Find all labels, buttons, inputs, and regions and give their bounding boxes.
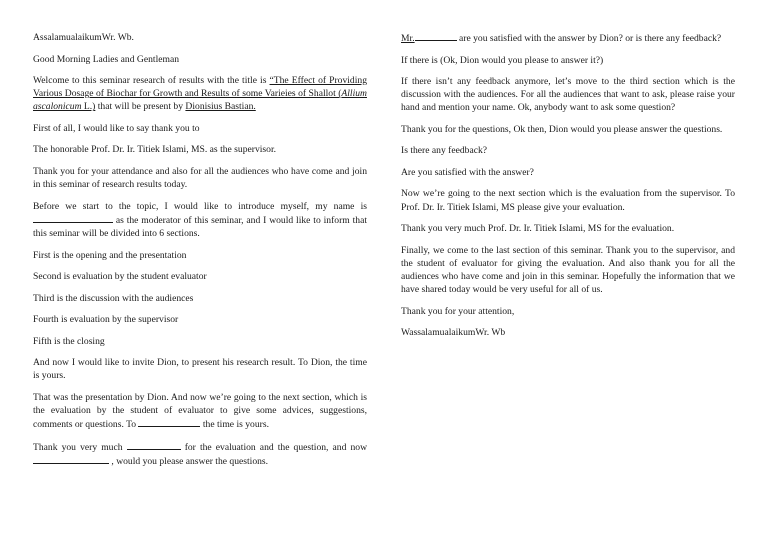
section-2: Second is evaluation by the student evaluator [33,271,207,283]
farewell: WassalamualaikumWr. Wb [401,327,506,339]
supervisor-evaluation: Now we’re going to the next section which is the evaluation from the supervisor. To Prof. Dr. Ir. Titiek Islami, MS please give your evaluation. [401,188,735,213]
welcome-paragraph: Welcome to this seminar research of results with the title is “The Effect of Providing Various Dosage of Biochar for Growth and Results of some Varieies of Shallot (Allium ascalonicum L.) that will be present by Dionisius Bastian. [33,75,367,113]
evaluator-name-blank [138,417,200,427]
any-feedback: Is there any feedback? [401,145,488,157]
moderator-intro: Before we start to the topic, I would like to introduce myself, my name is as the moderator of this seminar, and I would like to inform that this seminar will be divided into 6 sections. [33,200,367,240]
satisfied-question: Are you satisfied with the answer? [401,166,534,178]
seminar-title: “The Effect of Providing Various Dosage of Biochar for Growth and Results of some Varieies of Shallot (Allium ascalonicum L.) [33,75,367,113]
moderator-name-blank [33,213,113,223]
section-1: First is the opening and the presentation [33,249,187,261]
right-column [401,31,735,348]
section-5: Fifth is the closing [33,335,105,347]
discussion-intro: If there isn’t any feedback anymore, let’s move to the third section which is the discussion with the audiences. For all the audiences that want to ask, please raise your hand and mention your name. Ok, anybody want to ask some question? [401,76,735,114]
salutation: Good Morning Ladies and Gentleman [33,53,180,65]
invite-presenter: And now I would like to invite Dion, to present his research result. To Dion, the time is yours. [33,357,367,382]
section-4: Fourth is evaluation by the supervisor [33,314,179,326]
feedback-question: Mr. are you satisfied with the answer by Dion? or is there any feedback? [401,33,722,44]
evaluator-thanks: Thank you very much for the evaluation and the question, and now , would you please answer the questions. [33,441,367,467]
attention-thanks: Thank you for your attention, [401,305,515,317]
greeting: AssalamualaikumWr. Wb. [33,32,134,43]
supervisor-line: The honorable Prof. Dr. Ir. Titiek Islami, MS. as the supervisor. [33,144,277,156]
evaluator-section: That was the presentation by Dion. And now we’re going to the next section, which is the evaluation by the student of evaluator to give some advices, suggestions, comments or questions. To the time is yours. [33,391,367,431]
feedback-if-any: If there is (Ok, Dion would you please to answer it?) [401,54,604,66]
mr-name-blank [415,31,457,41]
section-3: Third is the discussion with the audiences [33,292,194,304]
supervisor-thanks: Thank you very much Prof. Dr. Ir. Titiek Islami, MS for the evaluation. [401,223,675,235]
evaluator-thanks-blank [127,440,181,450]
left-column [33,31,367,476]
thanks-intro: First of all, I would like to say thank you to [33,122,200,134]
attendance-thanks: Thank you for your attendance and also for all the audiences who have come and join in this seminar of research results today. [33,165,367,191]
questions-thanks: Thank you for the questions, Ok then, Dion would you please answer the questions. [401,123,723,135]
presenter-name: Dionisius Bastian. [185,101,256,113]
answer-blank [33,454,109,464]
closing-paragraph: Finally, we come to the last section of this seminar. Thank you to the supervisor, and the student of evaluator for giving the evaluation. And also thank you for all the audiences who have come and join in this seminar. Hopefully the information that we have shared today would be very useful for all of us. [401,244,735,296]
